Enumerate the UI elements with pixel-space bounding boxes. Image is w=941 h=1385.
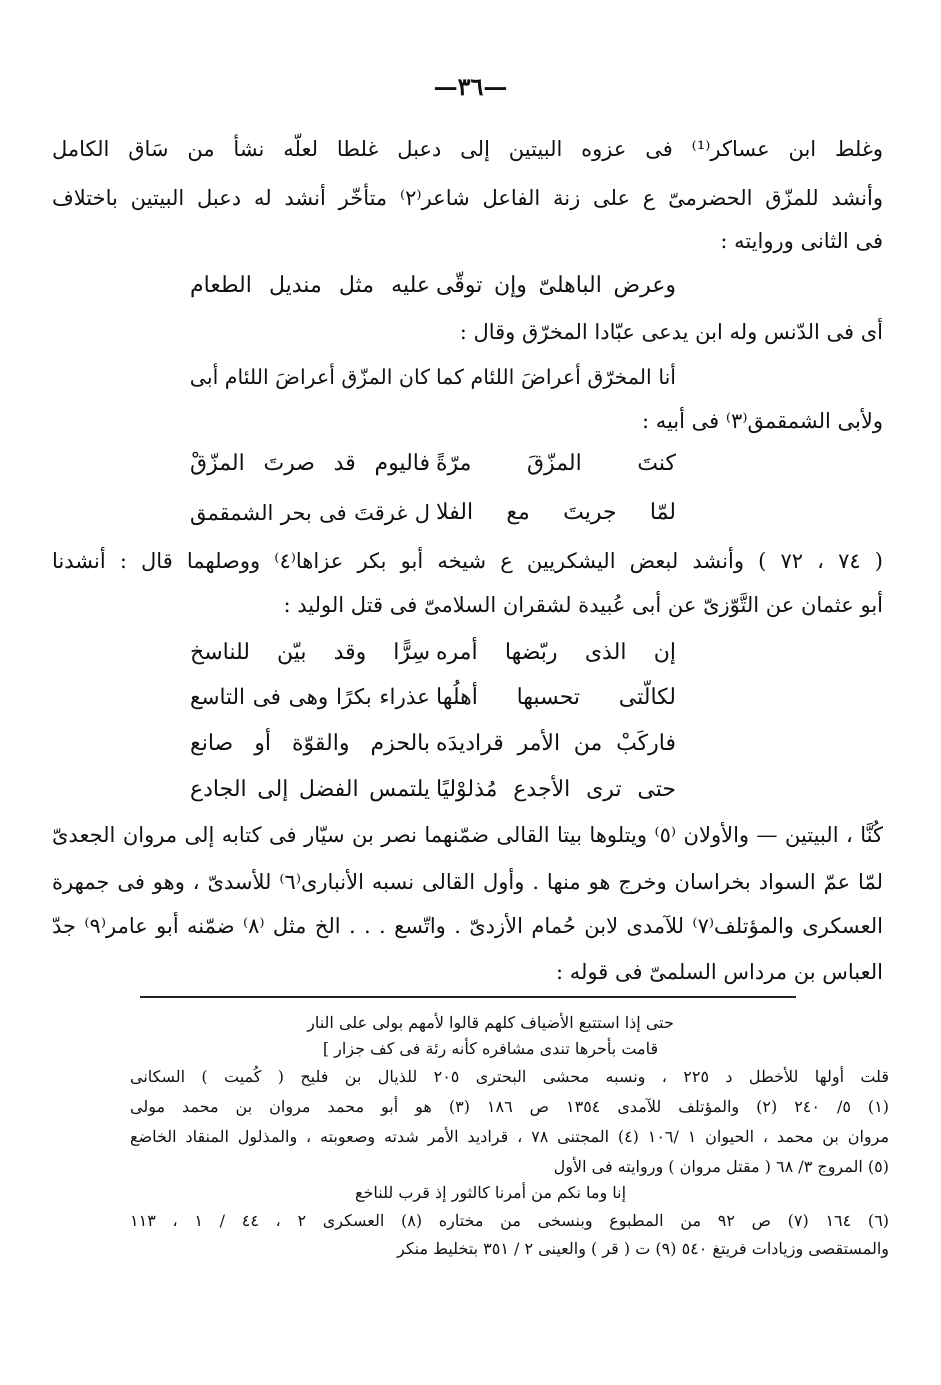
page-number: —٣٦— — [433, 72, 508, 101]
verse-8-second-hemistich: يلتمس الفضل إلى الجادع — [190, 777, 430, 802]
footnote-line-8: (٦) ١٦٤ (٧) ص ٩٢ من المطبوع وبنسخى من مختاره (٨) العسكرى ٢ ، ٤٤ / ١ ، ١١٣ — [130, 1211, 890, 1230]
body-line-1: وغلط ابن عساكر⁽¹⁾ فى عزوه البيتين إلى دعبل غلطا لعلّه نشأ من سَاق الكامل — [52, 137, 883, 161]
verse-6 — [190, 677, 676, 719]
body-line-8: كُنَّا ، البيتين — والأولان ⁽٥⁾ ويتلوها بيتا القالى ضمّنهما نصر بن سيّار فى كتابه إلى مروان الجعدىّ — [52, 823, 883, 847]
verse-3-second-hemistich: فاليوم قد صرتَ المزّقْ — [190, 451, 430, 476]
body-line-5: ولأبى الشمقمق⁽٣⁾ فى أبيه : — [641, 409, 883, 433]
verse-4-first-hemistich: لمّا جريتَ مع الفلا — [436, 500, 676, 525]
verse-7-first-hemistich: فاركَبْ من الأمر قراديدَه — [436, 731, 676, 756]
footnote-verse-2: قامت بأحرها تندى مشافره كأنه رئة فى كف جزار ] — [322, 1039, 659, 1058]
footnote-verse-1: حتى إذا استتبع الأضياف كلهم قالوا لأمهم بولى على النار — [307, 1013, 674, 1032]
footnote-verse-7: إنا وما نكم من أمرنا كالثور إذ قرب للناخع — [354, 1183, 627, 1202]
verse-7-second-hemistich: بالحزم والقوّة أو صانع — [190, 731, 430, 756]
verse-5 — [190, 632, 676, 674]
verse-1 — [190, 265, 676, 307]
verse-3-first-hemistich: كنتَ المزّقَ مرّةً — [436, 451, 676, 476]
verse-7 — [190, 723, 676, 765]
footnote-line-5: مروان بن محمد ، الحيوان ١ /١٠٦ (٤) المجتنى ٧٨ ، قراديد الأمر شدته وصعوبته ، والمذلول المنقاد الخاضع — [130, 1127, 890, 1146]
verse-6-second-hemistich: عذراء بكرًا وهى فى التاسع — [190, 685, 430, 710]
body-line-6: ( ٧٤ ، ٧٢ ) وأنشد لبعض اليشكريين ع شيخه أبو بكر عزاها⁽٤⁾ ووصلهما قال : أنشدنا — [52, 549, 883, 573]
verse-6-first-hemistich: لكالّتى تحسبها أهلُها — [436, 685, 676, 710]
body-line-3: فى الثانى وروايته : — [720, 229, 883, 253]
footnote-line-4: (١) ٥/ ٢٤٠ (٢) والمؤتلف للآمدى ١٣٥٤ ص ١٨٦ (٣) هو أبو محمد مروان بن محمد مولى — [130, 1097, 890, 1116]
footnote-line-3: قلت أولها للأخطل د ٢٢٥ ، ونسبه محشى البحترى ٢٠٥ للذيال بن فليح ( كُميت ) السكانى — [130, 1067, 890, 1086]
body-line-10: العسكرى والمؤتلف⁽٧⁾ للآمدى لابن حُمام الأزدىّ . واتّسع . . . الخ مثل ⁽٨⁾ ضمّنه أبو عامر⁽٩⁾ جدّ — [52, 914, 884, 938]
verse-2-first-hemistich: أنا المخرّق أعراضَ اللئام كما — [436, 365, 676, 389]
verse-1-second-hemistich: عليه مثل منديل الطعام — [190, 273, 430, 298]
body-line-9: لمّا عمّ السواد بخراسان وخرج هو منها . وأول القالى نسبه الأنبارى⁽٦⁾ للأسدىّ ، وهو فى جمهرة — [52, 870, 883, 894]
verse-1-first-hemistich: وعرض الباهلىّ وإن توقّى — [436, 273, 676, 298]
footnote-line-9: والمستقصى وزيادات فريتغ ٥٤٠ (٩) ت ( قر ) والعينى ٢ / ٣٥١ بتخليط منكر — [397, 1239, 889, 1258]
verse-2 — [190, 356, 676, 398]
body-line-11: العباس بن مرداس السلمىّ فى قوله : — [556, 960, 883, 984]
body-line-2: وأنشد للمزّق الحضرمىّ ع على زنة الفاعل شاعر⁽٢⁾ متأخّر أنشد له دعبل البيتين باختلاف — [52, 186, 884, 210]
verse-3 — [190, 443, 676, 485]
verse-5-first-hemistich: إن الذى ربّضها أمره — [436, 640, 676, 665]
verse-4 — [190, 492, 676, 534]
verse-2-second-hemistich: كان المزّق أعراضَ اللئام أبى — [189, 365, 430, 389]
body-line-7: أبو عثمان عن التَّوّزىّ عن أبى عُبيدة لشقران السلامىّ فى قتل الوليد : — [283, 593, 883, 617]
verse-5-second-hemistich: سِرًّا وقد بيّن للناسخ — [190, 640, 430, 665]
footnote-line-6: (٥) المروج ٣/ ٦٨ ( مقتل مروان ) وروايته فى الأول — [553, 1157, 889, 1176]
verse-8-first-hemistich: حتى ترى الأجدع مُذلوْليًا — [436, 777, 676, 802]
footnote-divider — [140, 996, 796, 998]
body-line-4: أى فى الدّنس وله ابن يدعى عبّادا المخرّق وقال : — [459, 320, 883, 344]
verse-8 — [190, 769, 676, 811]
verse-4-second-hemistich: ل غرقتَ فى بحر الشمقمق — [190, 501, 430, 525]
